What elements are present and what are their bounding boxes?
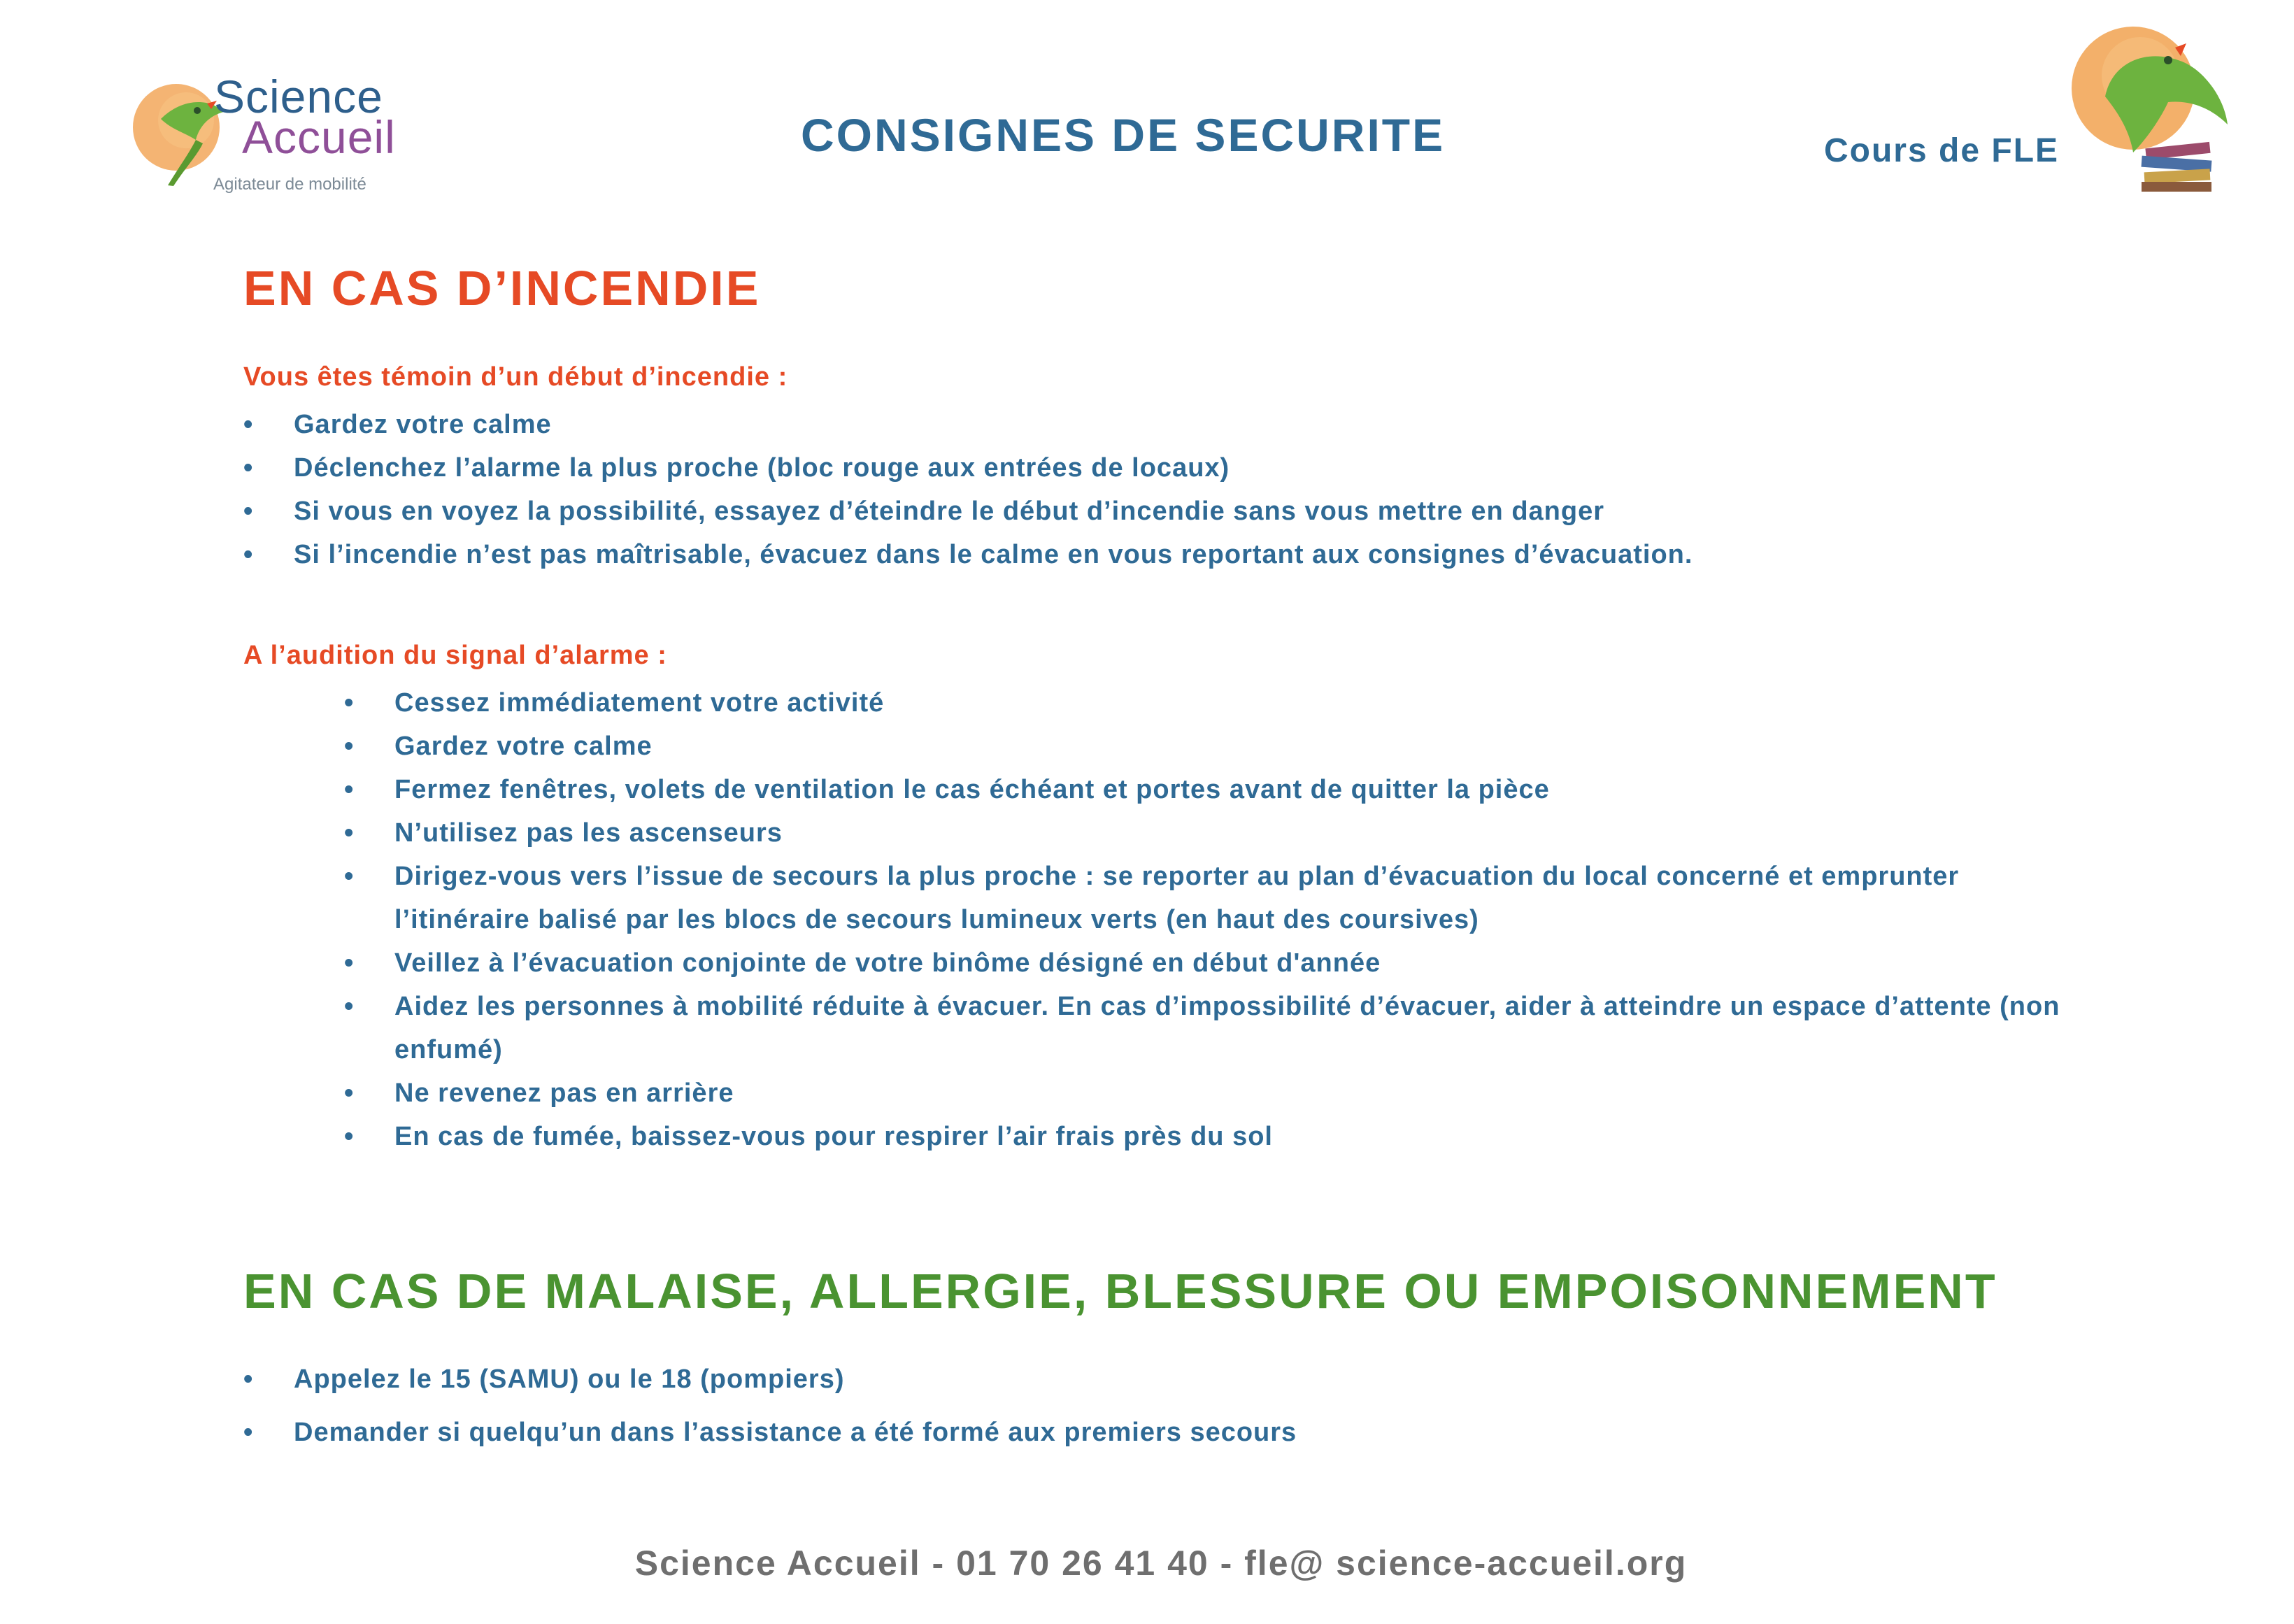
bullet: • xyxy=(243,497,254,526)
bullet: • xyxy=(243,540,254,569)
brand-science-text: Science xyxy=(214,71,383,122)
bullet: • xyxy=(344,1078,355,1108)
footer-contact: Science Accueil - 01 70 26 41 40 - fle@ science-accueil.org xyxy=(634,1544,1688,1583)
brand-tagline: Agitateur de mobilité xyxy=(213,175,366,194)
bullet: • xyxy=(344,688,355,718)
list-item: • Dirigez-vous vers l’issue de secours la plus proche : se reporter au plan d’évacuation du local concerné et emprunter l’itinéraire balisé par les blocs de secours lumineux verts (en haut des coursives) xyxy=(394,855,2101,941)
parrot-books-icon xyxy=(2063,20,2231,194)
list-item: • Si vous en voyez la possibilité, essayez d’éteindre le début d’incendie sans vous mettre en danger xyxy=(294,490,2196,533)
bullet: • xyxy=(344,818,355,848)
list-item: • Fermez fenêtres, volets de ventilation le cas échéant et portes avant de quitter la pièce xyxy=(394,768,2101,811)
malaise-heading: EN CAS DE MALAISE, ALLERGIE, BLESSURE OU EMPOISONNEMENT xyxy=(243,1264,1997,1318)
list-item: • Demander si quelqu’un dans l’assistance a été formé aux premiers secours xyxy=(294,1406,1972,1459)
list-item: • Cessez immédiatement votre activité xyxy=(394,681,2101,725)
list-item: • Gardez votre calme xyxy=(294,403,2196,446)
course-label: Cours de FLE xyxy=(1824,132,2060,169)
bullet: • xyxy=(344,948,355,978)
alarm-intro: A l’audition du signal d’alarme : xyxy=(243,641,667,670)
list-item: • En cas de fumée, baissez-vous pour respirer l’air frais près du sol xyxy=(394,1115,2101,1158)
list-item: • Veillez à l’évacuation conjointe de votre binôme désigné en début d'année xyxy=(394,941,2101,985)
page-title: CONSIGNES DE SECURITE xyxy=(801,109,1446,161)
bullet: • xyxy=(243,1365,254,1394)
list-item: • Aidez les personnes à mobilité réduite à évacuer. En cas d’impossibilité d’évacuer, aider à atteindre un espace d’attente (non enfumé) xyxy=(394,985,2101,1071)
list-item: • Ne revenez pas en arrière xyxy=(394,1071,2101,1115)
bullet: • xyxy=(243,410,254,439)
bullet: • xyxy=(344,732,355,761)
fire-heading: EN CAS D’INCENDIE xyxy=(243,261,761,315)
malaise-list xyxy=(243,1353,1972,1459)
list-item: • Gardez votre calme xyxy=(394,725,2101,768)
bullet: • xyxy=(243,1418,254,1447)
bullet: • xyxy=(344,775,355,804)
bullet: • xyxy=(243,453,254,483)
list-item: • Si l’incendie n’est pas maîtrisable, évacuez dans le calme en vous reportant aux consignes d’évacuation. xyxy=(294,533,2196,576)
list-item: • N’utilisez pas les ascenseurs xyxy=(394,811,2101,855)
bullet: • xyxy=(344,1122,355,1151)
brand-accueil-text: Accueil xyxy=(242,111,396,163)
list-item: • Appelez le 15 (SAMU) ou le 18 (pompiers) xyxy=(294,1353,1972,1406)
bullet: • xyxy=(344,992,355,1021)
list-item: • Déclenchez l’alarme la plus proche (bloc rouge aux entrées de locaux) xyxy=(294,446,2196,490)
alarm-list xyxy=(344,681,2101,1158)
witness-intro: Vous êtes témoin d’un début d’incendie : xyxy=(243,362,788,392)
witness-list xyxy=(243,403,2196,576)
bullet: • xyxy=(344,862,355,891)
